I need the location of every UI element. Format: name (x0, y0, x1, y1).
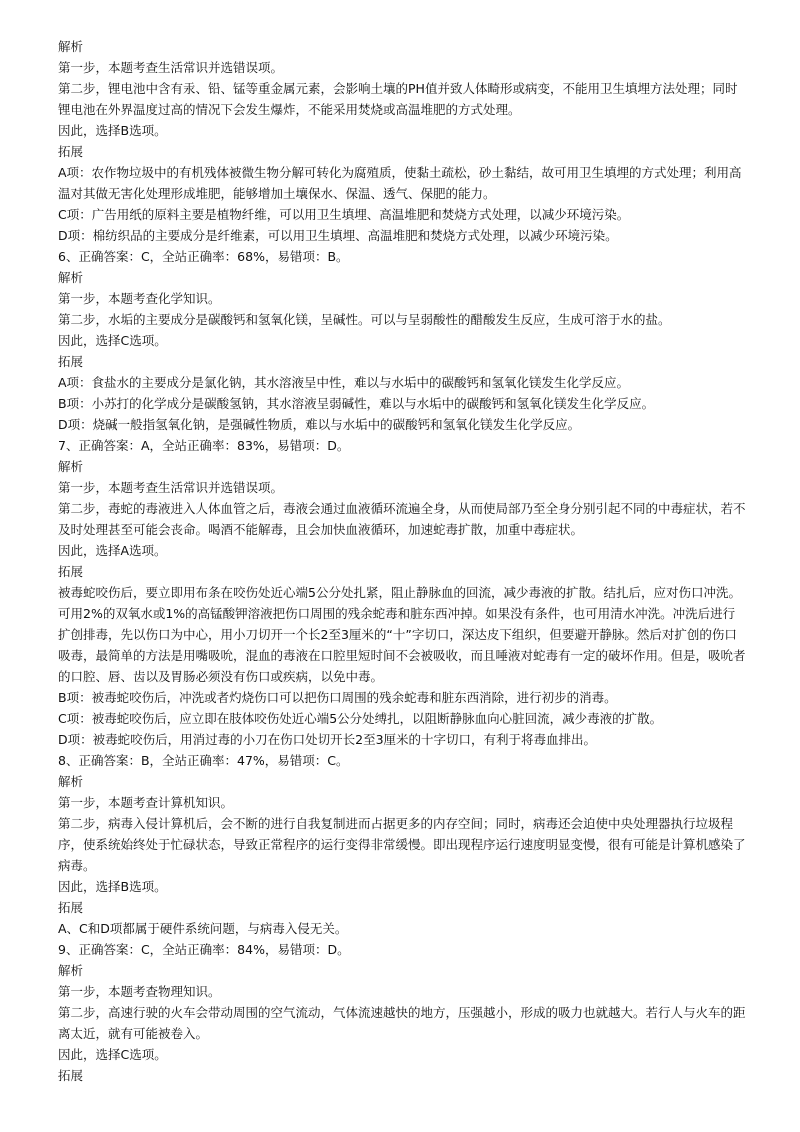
section-heading-extension: 拓展 (58, 144, 84, 159)
answer-conclusion: 因此，选择A选项。 (58, 543, 167, 558)
option-c-explanation: C项：被毒蛇咬伤后，应立即在肢体咬伤处近心端5公分处缚扎，以阻断静脉血向心脏回流，减少毒液的扩散。 (58, 711, 663, 726)
step-two-paragraph: 第二步，高速行驶的火车会带动周围的空气流动，气体流速越快的地方，压强越小，形成的吸力也就越大。若行人与火车的距离太近，就有可能被卷入。 (58, 1005, 746, 1041)
option-c-explanation: C项：广告用纸的原料主要是植物纤维，可以用卫生填埋、高温堆肥和焚烧方式处理，以减少环境污染。 (58, 207, 630, 222)
step-two-paragraph: 第二步，毒蛇的毒液进入人体血管之后，毒液会通过血液循环流遍全身，从而使局部乃至全身分别引起不同的中毒症状，若不及时处理甚至可能会丧命。喝酒不能解毒，且会加快血液循环，加速蛇毒扩散，加重中毒症状。 (58, 501, 746, 537)
question-8-answer: 8、正确答案：B，全站正确率：47%，易错项：C。 (58, 753, 349, 768)
option-b-explanation: B项：被毒蛇咬伤后，冲洗或者灼烧伤口可以把伤口周围的残余蛇毒和脏东西消除，进行初步的消毒。 (58, 690, 617, 705)
step-one-text: 第一步，本题考查生活常识并选错误项。 (58, 480, 284, 495)
option-a-explanation: A项：农作物垃圾中的有机残体被微生物分解可转化为腐殖质，使黏土疏松，砂土黏结，故可用卫生填埋的方式处理；利用高温对其做无害化处理形成堆肥，能够增加土壤保水、保温、透气、保肥的能力。 (58, 165, 742, 201)
snakebite-first-aid-paragraph: 被毒蛇咬伤后，要立即用布条在咬伤处近心端5公分处扎紧，阻止静脉血的回流，减少毒液的扩散。结扎后，应对伤口冲洗。可用2%的双氧水或1%的高锰酸钾溶液把伤口周围的残余蛇毒和脏东西冲掉。如果没有条件，也可用清水冲洗。冲洗后进行扩创排毒，先以伤口为中心，用小刀切开一个长2至3厘米的“十”字切口，深达皮下组织，但要避开静脉。然后对扩创的伤口吸毒，最简单的方法是用嘴吸吮，混血的毒液在口腔里短时间不会被吸收，而且唾液对蛇毒有一定的破坏作用。但是，吸吮者的口腔、唇、齿以及胃肠必须没有伤口或疾病，以免中毒。 (58, 585, 746, 684)
question-9-answer: 9、正确答案：C，全站正确率：84%，易错项：D。 (58, 942, 350, 957)
section-heading-extension: 拓展 (58, 1068, 84, 1083)
option-d-explanation: D项：棉纺织品的主要成分是纤维素，可以用卫生填埋、高温堆肥和焚烧方式处理，以减少环境污染。 (58, 228, 618, 243)
step-one-text: 第一步，本题考查物理知识。 (58, 984, 221, 999)
option-b-explanation: B项：小苏打的化学成分是碳酸氢钠，其水溶液呈弱碱性，难以与水垢中的碳酸钙和氢氧化镁发生化学反应。 (58, 396, 655, 411)
step-one-text: 第一步，本题考查计算机知识。 (58, 795, 234, 810)
section-heading-analysis: 解析 (58, 774, 84, 789)
step-two-paragraph: 第二步，病毒入侵计算机后，会不断的进行自我复制进而占据更多的内存空间；同时，病毒还会迫使中央处理器执行垃圾程序，使系统始终处于忙碌状态，导致正常程序的运行变得非常缓慢。即出现程序运行速度明显变慢，很有可能是计算机感染了病毒。 (58, 816, 746, 873)
section-heading-extension: 拓展 (58, 564, 84, 579)
section-heading-extension: 拓展 (58, 354, 84, 369)
section-heading-extension: 拓展 (58, 900, 84, 915)
document-page (58, 36, 746, 1086)
step-two-text: 第二步，水垢的主要成分是碳酸钙和氢氧化镁，呈碱性。可以与呈弱酸性的醋酸发生反应，生成可溶于水的盐。 (58, 312, 671, 327)
step-one-text: 第一步，本题考查生活常识并选错误项。 (58, 60, 284, 75)
option-a-explanation: A项：食盐水的主要成分是氯化钠，其水溶液呈中性，难以与水垢中的碳酸钙和氢氧化镁发生化学反应。 (58, 375, 630, 390)
section-heading-analysis: 解析 (58, 270, 84, 285)
option-d-explanation: D项：被毒蛇咬伤后，用消过毒的小刀在伤口处切开长2至3厘米的十字切口，有利于将毒血排出。 (58, 732, 597, 747)
step-two-paragraph: 第二步，锂电池中含有汞、铅、锰等重金属元素，会影响土壤的PH值并致人体畸形或病变，不能用卫生填埋方法处理；同时锂电池在外界温度过高的情况下会发生爆炸，不能采用焚烧或高温堆肥的方式处理。 (58, 81, 738, 117)
section-heading-analysis: 解析 (58, 963, 84, 978)
question-6-answer: 6、正确答案：C，全站正确率：68%，易错项：B。 (58, 249, 349, 264)
section-heading-analysis: 解析 (58, 459, 84, 474)
answer-conclusion: 因此，选择C选项。 (58, 1047, 167, 1062)
answer-conclusion: 因此，选择B选项。 (58, 879, 167, 894)
options-acd-explanation: A、C和D项都属于硬件系统问题，与病毒入侵无关。 (58, 921, 348, 936)
answer-conclusion: 因此，选择B选项。 (58, 123, 167, 138)
option-d-explanation: D项：烧碱一般指氢氧化钠，是强碱性物质，难以与水垢中的碳酸钙和氢氧化镁发生化学反应。 (58, 417, 581, 432)
section-heading-analysis: 解析 (58, 39, 84, 54)
step-one-text: 第一步，本题考查化学知识。 (58, 291, 221, 306)
question-7-answer: 7、正确答案：A，全站正确率：83%，易错项：D。 (58, 438, 350, 453)
answer-conclusion: 因此，选择C选项。 (58, 333, 167, 348)
